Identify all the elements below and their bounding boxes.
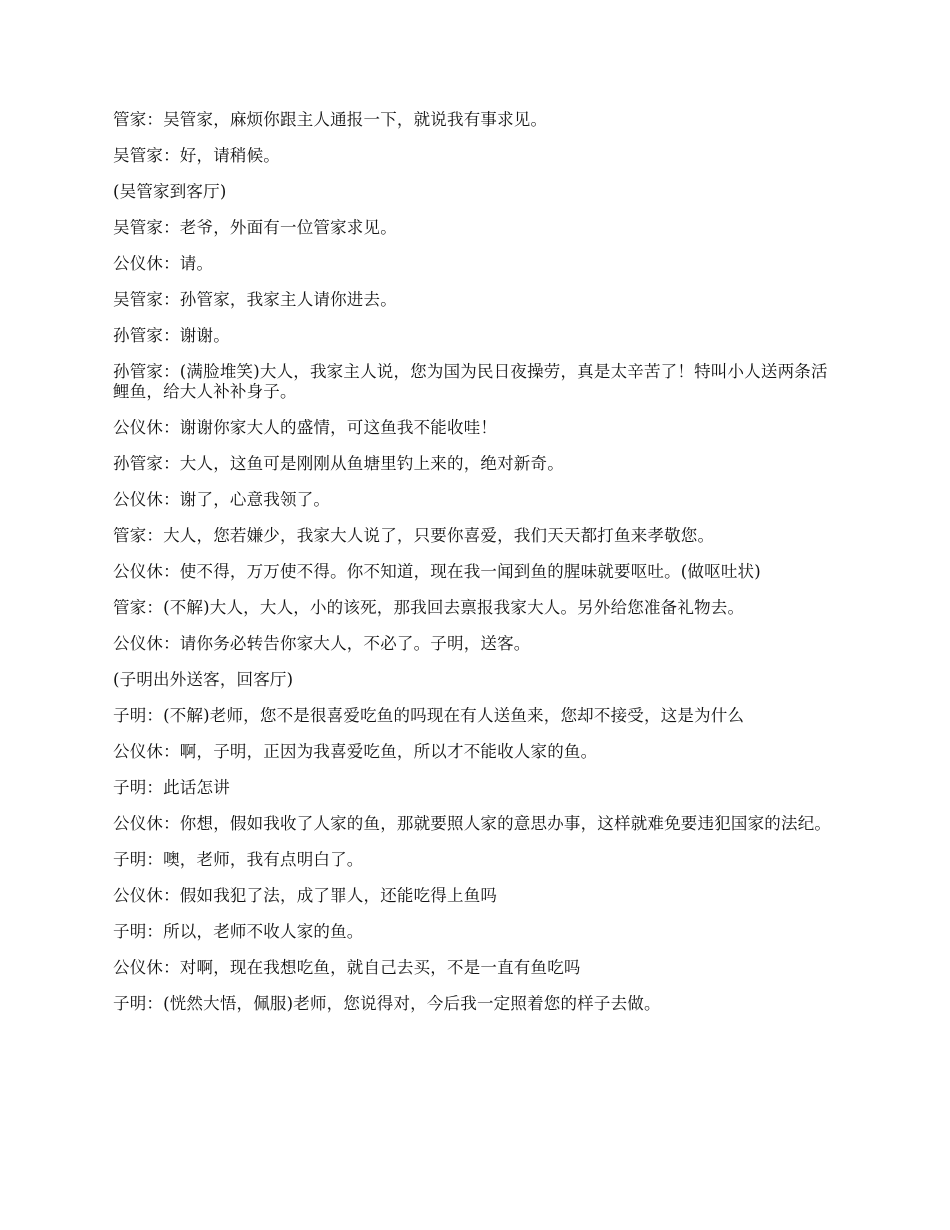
stage-direction: (子明出外送客，回客厅) bbox=[113, 670, 294, 689]
dialogue-line: 公仪休：使不得，万万使不得。你不知道，现在我一闻到鱼的腥味就要呕吐。(做呕吐状) bbox=[113, 562, 761, 581]
dialogue-line: 公仪休：请。 bbox=[113, 254, 214, 273]
dialogue-line: 公仪休：对啊，现在我想吃鱼，就自己去买，不是一直有鱼吃吗 bbox=[113, 958, 581, 977]
dialogue-line: 子明：所以，老师不收人家的鱼。 bbox=[113, 922, 364, 941]
dialogue-line: 公仪休：啊，子明，正因为我喜爱吃鱼，所以才不能收人家的鱼。 bbox=[113, 742, 598, 761]
dialogue-line: 管家：(不解)大人，大人，小的该死，那我回去禀报我家大人。另外给您准备礼物去。 bbox=[113, 598, 745, 617]
dialogue-line: 吴管家：老爷，外面有一位管家求见。 bbox=[113, 218, 397, 237]
dialogue-line: 孙管家：(满脸堆笑)大人，我家主人说，您为国为民日夜操劳，真是太辛苦了！特叫小人送两条活鲤鱼，给大人补补身子。 bbox=[113, 362, 828, 401]
dialogue-line: 孙管家：谢谢。 bbox=[113, 326, 230, 345]
dialogue-line: 子明：此话怎讲 bbox=[113, 778, 230, 797]
dialogue-line: 吴管家：好，请稍候。 bbox=[113, 146, 280, 165]
dialogue-line: 公仪休：谢了，心意我领了。 bbox=[113, 490, 331, 509]
stage-direction: (吴管家到客厅) bbox=[113, 182, 227, 201]
dialogue-line: 吴管家：孙管家，我家主人请你进去。 bbox=[113, 290, 397, 309]
dialogue-line: 孙管家：大人，这鱼可是刚刚从鱼塘里钓上来的，绝对新奇。 bbox=[113, 454, 564, 473]
dialogue-line: 子明：(恍然大悟，佩服)老师，您说得对，今后我一定照着您的样子去做。 bbox=[113, 994, 661, 1013]
dialogue-line: 公仪休：请你务必转告你家大人，不必了。子明，送客。 bbox=[113, 634, 531, 653]
dialogue-line: 公仪休：假如我犯了法，成了罪人，还能吃得上鱼吗 bbox=[113, 886, 498, 905]
dialogue-line: 子明：(不解)老师，您不是很喜爱吃鱼的吗现在有人送鱼来，您却不接受，这是为什么 bbox=[113, 706, 745, 725]
dialogue-line: 公仪休：你想，假如我收了人家的鱼，那就要照人家的意思办事，这样就难免要违犯国家的法纪。 bbox=[113, 814, 832, 833]
dialogue-line: 公仪休：谢谢你家大人的盛情，可这鱼我不能收哇！ bbox=[113, 418, 498, 437]
dialogue-line: 子明：噢，老师，我有点明白了。 bbox=[113, 850, 364, 869]
dialogue-line: 管家：大人，您若嫌少，我家大人说了，只要你喜爱，我们天天都打鱼来孝敬您。 bbox=[113, 526, 715, 545]
script-dialogue bbox=[113, 110, 841, 1030]
dialogue-line: 管家：吴管家，麻烦你跟主人通报一下，就说我有事求见。 bbox=[113, 110, 548, 129]
